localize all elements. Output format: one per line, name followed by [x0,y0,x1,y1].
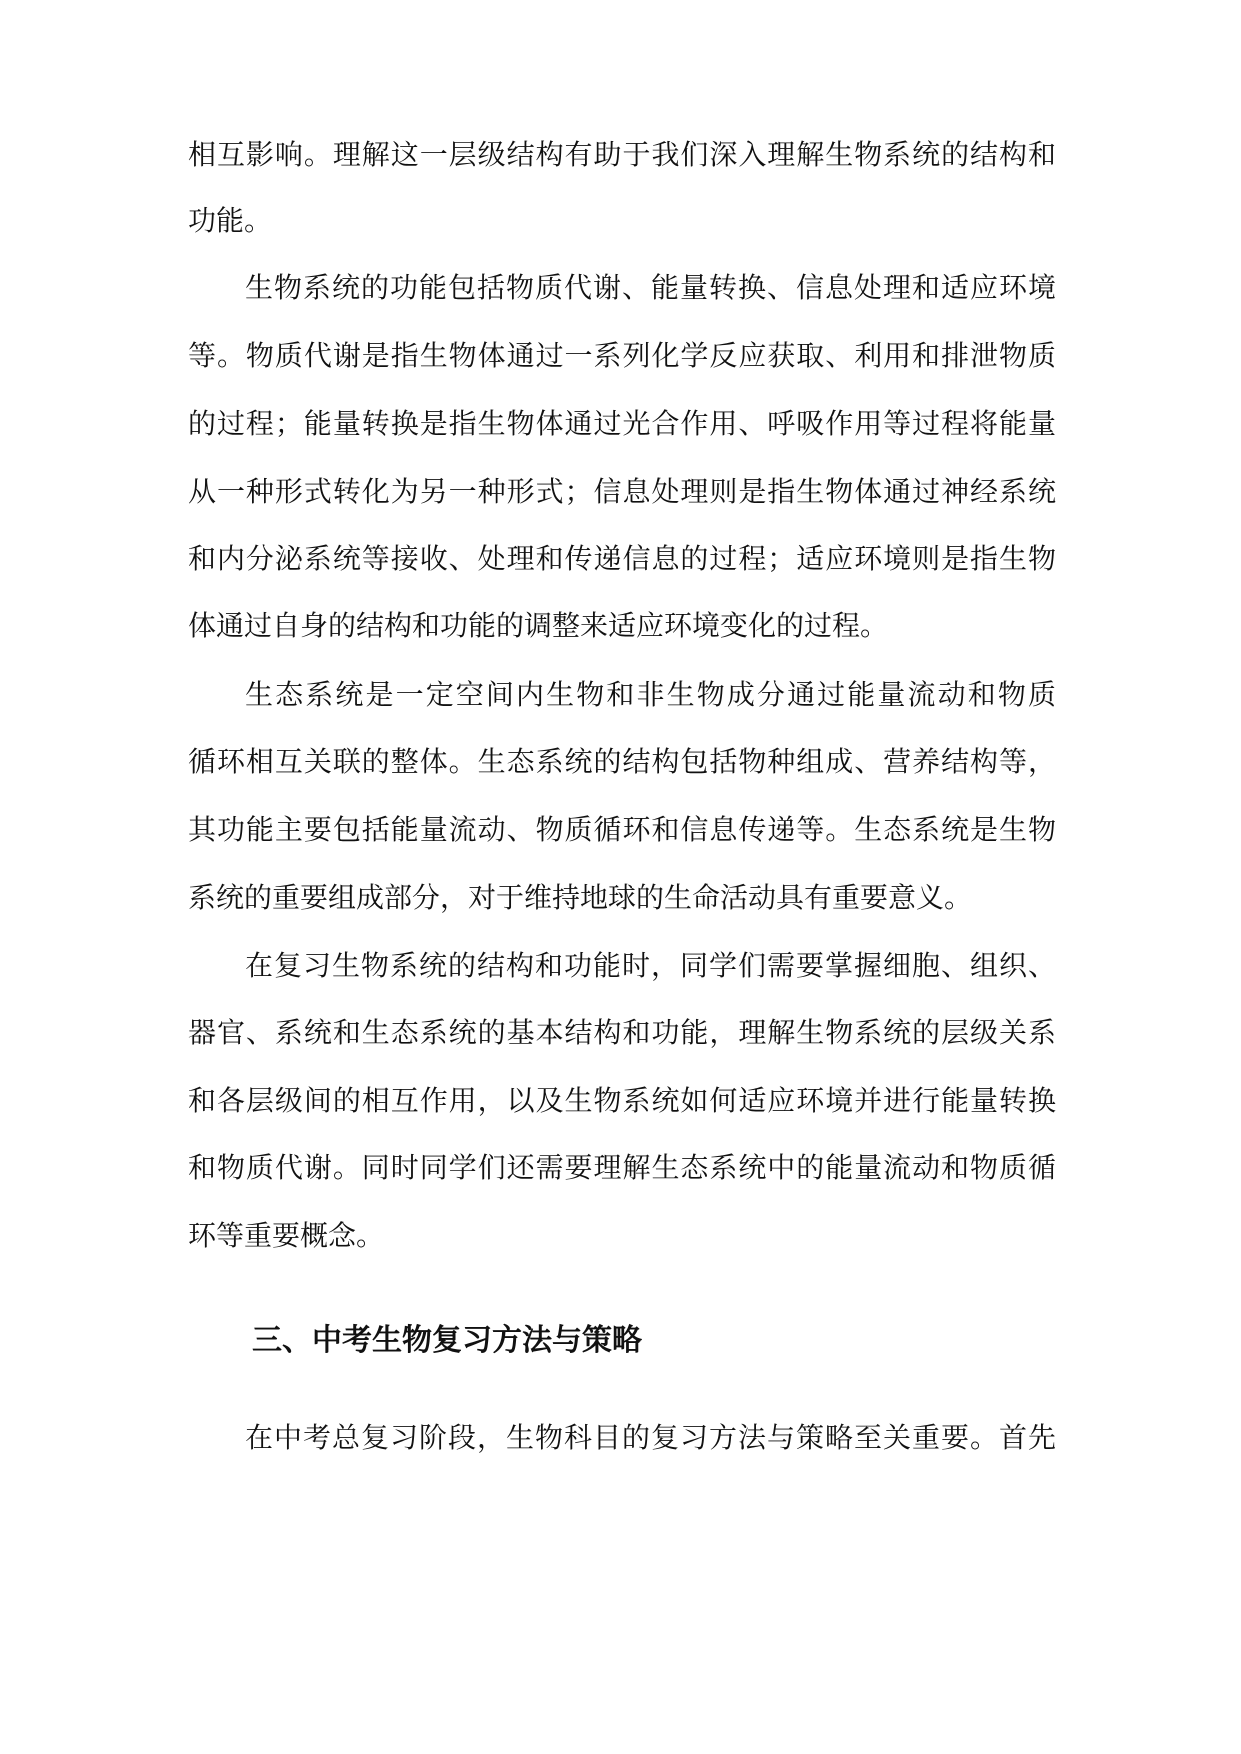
paragraph-2-line-3: 的过程；能量转换是指生物体通过光合作用、呼吸作用等过程将能量 [188,407,1056,440]
paragraph-4-line-5: 环等重要概念。 [188,1219,385,1252]
section-heading: 三、中考生物复习方法与策略 [252,1323,642,1358]
paragraph-2-line-4: 从一种形式转化为另一种形式；信息处理则是指生物体通过神经系统 [188,475,1056,508]
paragraph-1-line-1: 相互影响。理解这一层级结构有助于我们深入理解生物系统的结构和 [188,138,1056,171]
paragraph-3-line-4: 系统的重要组成部分，对于维持地球的生命活动具有重要意义。 [188,881,973,914]
paragraph-3-line-3: 其功能主要包括能量流动、物质循环和信息传递等。生态系统是生物 [188,813,1056,846]
paragraph-3-line-2: 循环相互关联的整体。生态系统的结构包括物种组成、营养结构等， [188,745,1056,778]
paragraph-2-line-1: 生物系统的功能包括物质代谢、能量转换、信息处理和适应环境 [245,271,1056,304]
paragraph-1-line-2: 功能。 [188,204,273,237]
paragraph-3-line-1: 生态系统是一定空间内生物和非生物成分通过能量流动和物质 [245,678,1056,711]
paragraph-4-line-4: 和物质代谢。同时同学们还需要理解生态系统中的能量流动和物质循 [188,1151,1056,1184]
paragraph-4-line-3: 和各层级间的相互作用，以及生物系统如何适应环境并进行能量转换 [188,1084,1056,1117]
paragraph-4-line-2: 器官、系统和生态系统的基本结构和功能，理解生物系统的层级关系 [188,1016,1056,1049]
paragraph-2-line-6: 体通过自身的结构和功能的调整来适应环境变化的过程。 [188,609,889,642]
paragraph-2-line-2: 等。物质代谢是指生物体通过一系列化学反应获取、利用和排泄物质 [188,339,1056,372]
paragraph-2-line-5: 和内分泌系统等接收、处理和传递信息的过程；适应环境则是指生物 [188,542,1056,575]
paragraph-5-line-1: 在中考总复习阶段，生物科目的复习方法与策略至关重要。首先 [245,1421,1056,1454]
paragraph-4-line-1: 在复习生物系统的结构和功能时，同学们需要掌握细胞、组织、 [245,949,1056,982]
